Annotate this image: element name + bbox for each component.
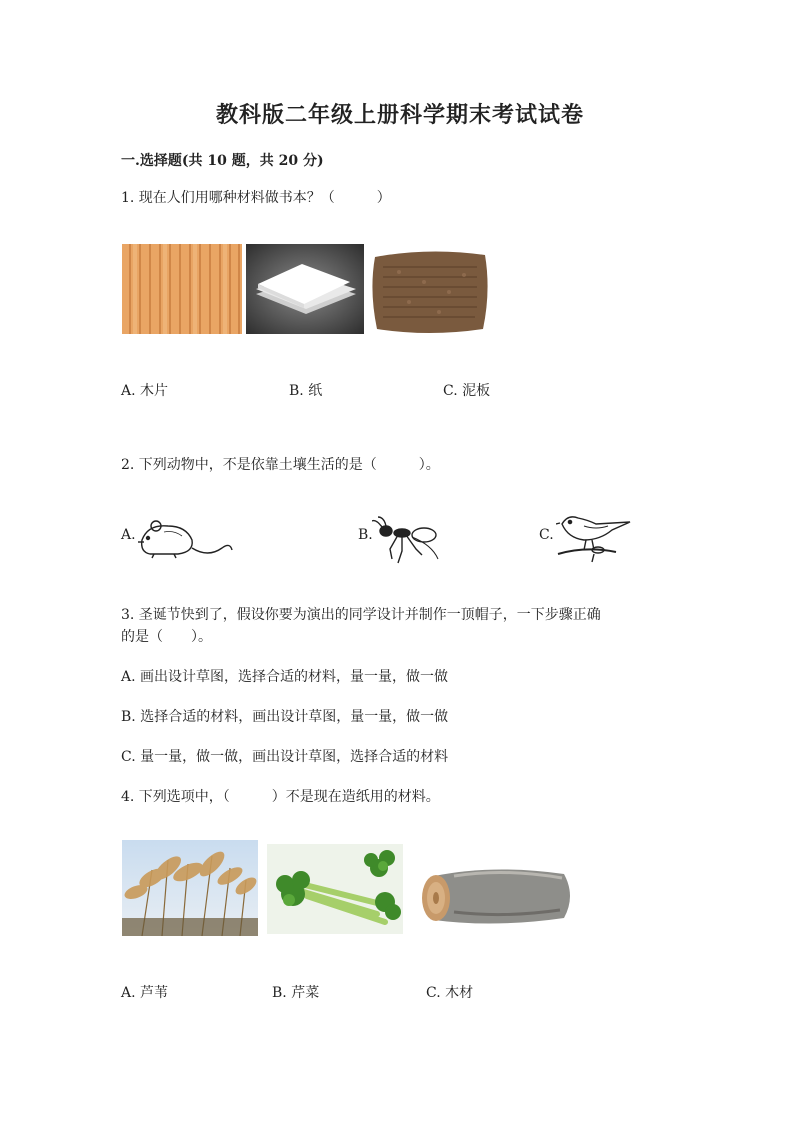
question-3-line-1: 3. 圣诞节快到了，假设你要为演出的同学设计并制作一顶帽子，一下步骤正确: [121, 607, 601, 623]
question-3-line-2: 的是（ ）。: [121, 629, 212, 645]
q1-option-c: C. 泥板: [443, 383, 491, 399]
wood-planks-image: [122, 244, 242, 334]
paper-stack-image: [246, 244, 364, 334]
celery-image: [267, 844, 403, 934]
q3-option-a: A. 画出设计草图，选择合适的材料，量一量，做一做: [121, 669, 449, 685]
ant-image: [372, 515, 442, 565]
q1-option-a: A. 木片: [121, 383, 169, 399]
q3-option-c: C. 量一量，做一做，画出设计草图，选择合适的材料: [121, 749, 449, 765]
clay-tablet-image: [369, 247, 491, 335]
question-4-text: 4. 下列选项中，（ ）不是现在造纸用的材料。: [121, 789, 440, 805]
bird-image: [556, 510, 632, 564]
q2-option-c: C.: [539, 527, 554, 543]
q4-option-b: B. 芹菜: [272, 985, 320, 1001]
q4-option-c: C. 木材: [426, 985, 474, 1001]
page-title: 教科版二年级上册科学期末考试试卷: [215, 103, 584, 128]
log-image: [414, 862, 577, 930]
question-1-text: 1. 现在人们用哪种材料做书本？（ ）: [121, 190, 391, 206]
q2-option-a: A.: [121, 527, 136, 543]
mouse-image: [134, 512, 234, 560]
section-heading: 一.选择题(共 10 题，共 20 分): [121, 153, 324, 169]
q1-option-b: B. 纸: [289, 383, 323, 399]
q4-option-a: A. 芦苇: [121, 985, 169, 1001]
reed-image: [122, 840, 258, 936]
q3-option-b: B. 选择合适的材料，画出设计草图，量一量，做一做: [121, 709, 449, 725]
q2-option-b: B.: [358, 527, 373, 543]
question-2-text: 2. 下列动物中，不是依靠土壤生活的是（ ）。: [121, 457, 440, 473]
